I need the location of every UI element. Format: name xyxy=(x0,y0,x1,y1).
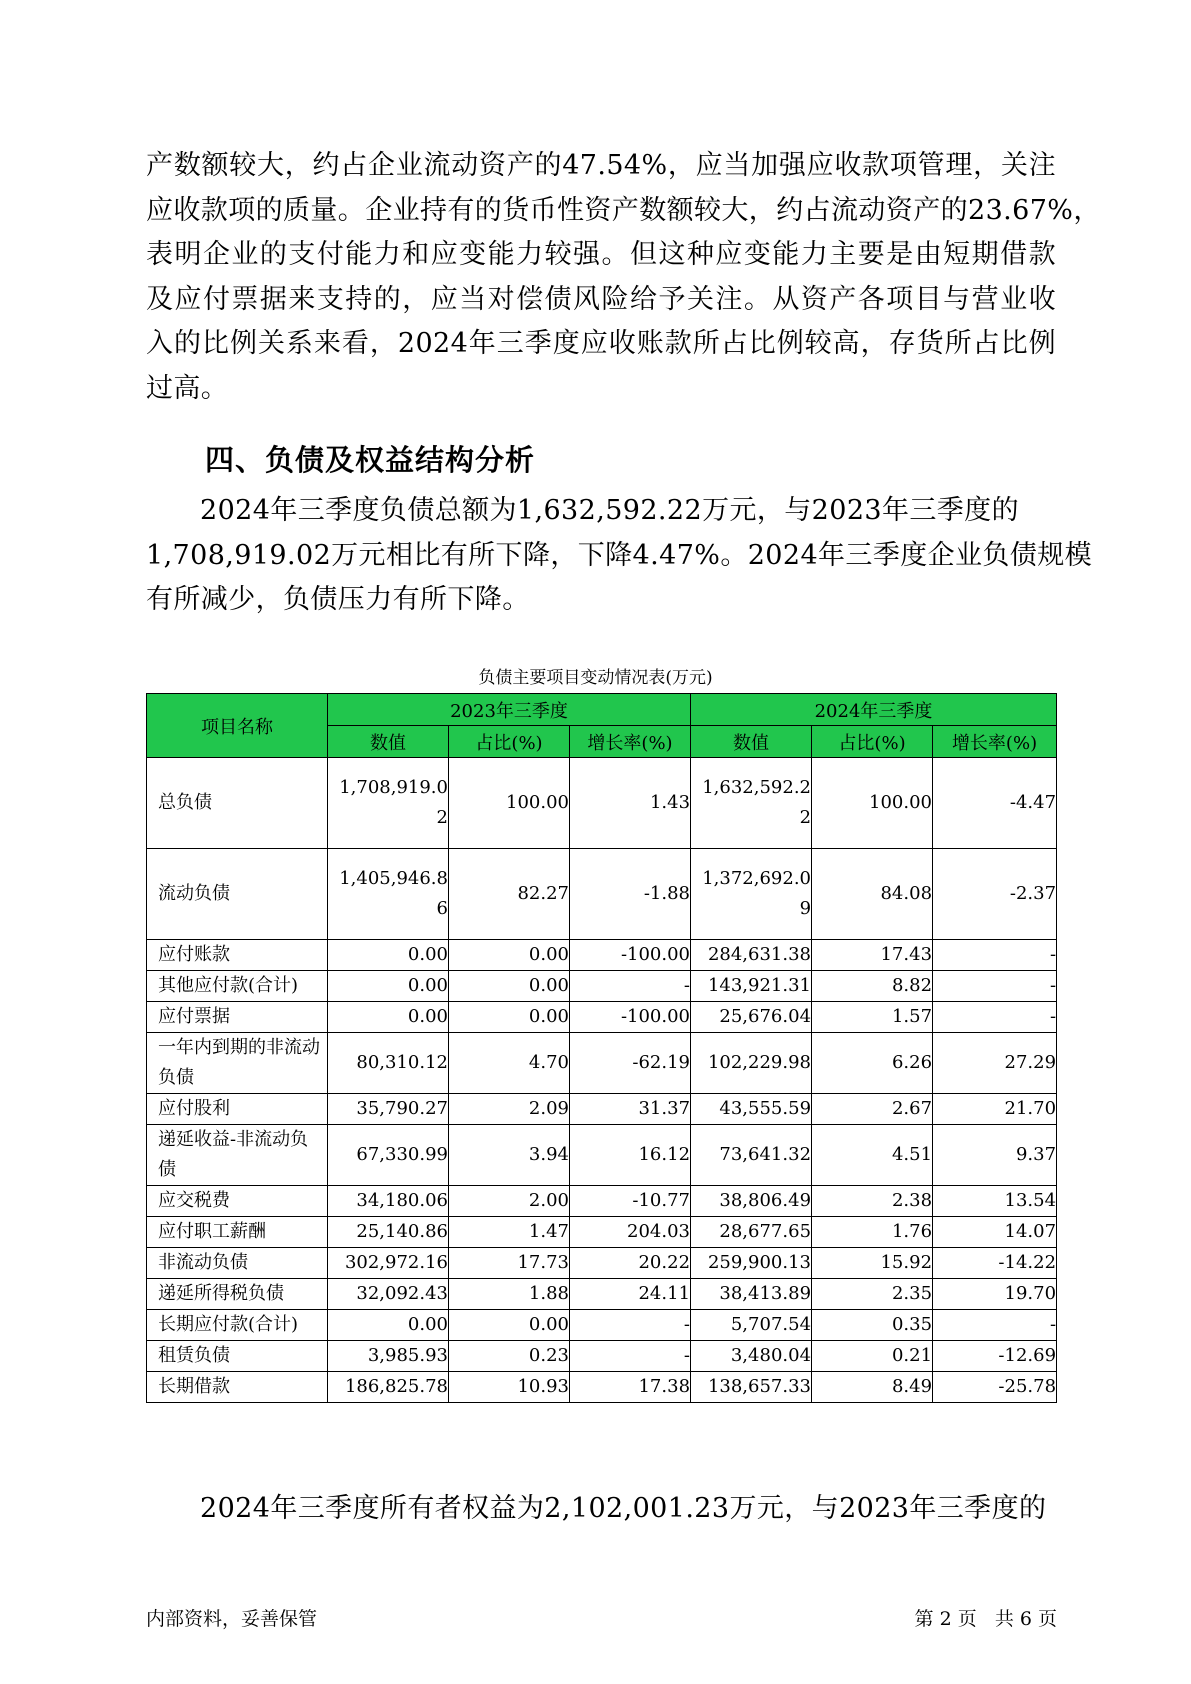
header-value: 数值 xyxy=(691,726,812,758)
row-cell-value: 1,708,919.02 xyxy=(328,758,449,849)
row-cell-value: -62.19 xyxy=(570,1033,691,1094)
row-cell-value: -25.78 xyxy=(933,1372,1057,1403)
row-cell-value: 4.70 xyxy=(449,1033,570,1094)
text-line: 2024年三季度负债总额为1,632,592.22万元，与2023年三季度的 xyxy=(200,495,1019,526)
row-cell-value: 43,555.59 xyxy=(691,1094,812,1125)
table-row xyxy=(147,1217,1057,1248)
row-cell-value: 8.82 xyxy=(812,971,933,1002)
row-cell-value: 2.67 xyxy=(812,1094,933,1125)
row-cell-value: 32,092.43 xyxy=(328,1279,449,1310)
row-cell-value: 1,372,692.09 xyxy=(691,849,812,940)
text-line: 有所减少，负债压力有所下降。 xyxy=(146,584,530,616)
row-cell-value: 5,707.54 xyxy=(691,1310,812,1341)
row-cell-value: - xyxy=(570,1341,691,1372)
row-cell-value: 73,641.32 xyxy=(691,1125,812,1186)
row-cell-value: 2.38 xyxy=(812,1186,933,1217)
text-line: 产数额较大，约占企业流动资产的47.54%，应当加强应收款项管理，关注 xyxy=(146,150,1056,181)
row-cell-value: 186,825.78 xyxy=(328,1372,449,1403)
row-cell-value: -12.69 xyxy=(933,1341,1057,1372)
intro-paragraph xyxy=(146,144,1101,412)
table-row xyxy=(147,1279,1057,1310)
header-period-2023: 2023年三季度 xyxy=(328,694,691,726)
row-cell-value: 302,972.16 xyxy=(328,1248,449,1279)
row-cell-value: 17.73 xyxy=(449,1248,570,1279)
row-item-name: 应付股利 xyxy=(147,1094,328,1125)
row-cell-value: - xyxy=(933,1310,1057,1341)
text-line: 表明企业的支付能力和应变能力较强。但这种应变能力主要是由短期借款 xyxy=(146,239,1056,271)
table-row xyxy=(147,1033,1057,1094)
row-cell-value: 1.88 xyxy=(449,1279,570,1310)
row-cell-value: 67,330.99 xyxy=(328,1125,449,1186)
text-line: 过高。 xyxy=(146,372,229,404)
footer-confidential-note: 内部资料，妥善保管 xyxy=(146,1608,318,1630)
row-cell-value: 3,480.04 xyxy=(691,1341,812,1372)
text-line: 入的比例关系来看，2024年三季度应收账款所占比例较高，存货所占比例 xyxy=(146,328,1056,360)
row-item-name: 总负债 xyxy=(147,758,328,849)
row-item-name: 租赁负债 xyxy=(147,1341,328,1372)
equity-paragraph xyxy=(146,1487,1056,1532)
row-cell-value: -14.22 xyxy=(933,1248,1057,1279)
row-cell-value: 21.70 xyxy=(933,1094,1057,1125)
row-cell-value: 0.35 xyxy=(812,1310,933,1341)
row-cell-value: 27.29 xyxy=(933,1033,1057,1094)
row-cell-value: -1.88 xyxy=(570,849,691,940)
row-cell-value: - xyxy=(570,971,691,1002)
row-cell-value: 102,229.98 xyxy=(691,1033,812,1094)
row-cell-value: 31.37 xyxy=(570,1094,691,1125)
row-cell-value: 1.43 xyxy=(570,758,691,849)
row-cell-value: 20.22 xyxy=(570,1248,691,1279)
row-cell-value: 6.26 xyxy=(812,1033,933,1094)
row-cell-value: 0.00 xyxy=(328,971,449,1002)
table-row xyxy=(147,1341,1057,1372)
row-cell-value: - xyxy=(933,940,1057,971)
row-cell-value: 15.92 xyxy=(812,1248,933,1279)
row-cell-value: 19.70 xyxy=(933,1279,1057,1310)
table-row xyxy=(147,849,1057,940)
row-cell-value: 38,806.49 xyxy=(691,1186,812,1217)
row-cell-value: 10.93 xyxy=(449,1372,570,1403)
table-row xyxy=(147,758,1057,849)
row-cell-value: -100.00 xyxy=(570,940,691,971)
row-item-name: 递延收益-非流动负债 xyxy=(147,1125,328,1186)
row-cell-value: 25,140.86 xyxy=(328,1217,449,1248)
row-cell-value: 0.00 xyxy=(328,1310,449,1341)
table-row xyxy=(147,1094,1057,1125)
header-share: 占比(%) xyxy=(449,726,570,758)
row-item-name: 一年内到期的非流动负债 xyxy=(147,1033,328,1094)
row-cell-value: 1.57 xyxy=(812,1002,933,1033)
row-cell-value: 100.00 xyxy=(812,758,933,849)
row-cell-value: - xyxy=(933,1002,1057,1033)
row-cell-value: - xyxy=(933,971,1057,1002)
row-cell-value: 0.00 xyxy=(449,971,570,1002)
row-cell-value: 38,413.89 xyxy=(691,1279,812,1310)
table-row xyxy=(147,940,1057,971)
row-item-name: 流动负债 xyxy=(147,849,328,940)
table-row xyxy=(147,1002,1057,1033)
row-item-name: 递延所得税负债 xyxy=(147,1279,328,1310)
row-item-name: 应付职工薪酬 xyxy=(147,1217,328,1248)
row-cell-value: -4.47 xyxy=(933,758,1057,849)
row-cell-value: -100.00 xyxy=(570,1002,691,1033)
row-cell-value: 35,790.27 xyxy=(328,1094,449,1125)
row-cell-value: 138,657.33 xyxy=(691,1372,812,1403)
row-item-name: 长期应付款(合计) xyxy=(147,1310,328,1341)
row-cell-value: 1,405,946.86 xyxy=(328,849,449,940)
table-row xyxy=(147,971,1057,1002)
row-cell-value: 1,632,592.22 xyxy=(691,758,812,849)
table-body xyxy=(147,758,1057,1403)
row-cell-value: 2.00 xyxy=(449,1186,570,1217)
text-line: 及应付票据来支持的，应当对偿债风险给予关注。从资产各项目与营业收 xyxy=(146,283,1056,315)
row-cell-value: 1.47 xyxy=(449,1217,570,1248)
header-share: 占比(%) xyxy=(812,726,933,758)
row-cell-value: 143,921.31 xyxy=(691,971,812,1002)
text-line: 2024年三季度所有者权益为2,102,001.23万元，与2023年三季度的 xyxy=(200,1493,1047,1524)
row-cell-value: 8.49 xyxy=(812,1372,933,1403)
row-cell-value: 13.54 xyxy=(933,1186,1057,1217)
row-cell-value: 4.51 xyxy=(812,1125,933,1186)
row-cell-value: 3,985.93 xyxy=(328,1341,449,1372)
row-cell-value: 17.43 xyxy=(812,940,933,971)
table-row xyxy=(147,1125,1057,1186)
row-cell-value: 84.08 xyxy=(812,849,933,940)
table-caption: 负债主要项目变动情况表(万元) xyxy=(478,668,713,688)
row-cell-value: 3.94 xyxy=(449,1125,570,1186)
row-cell-value: 0.00 xyxy=(328,940,449,971)
row-cell-value: 2.09 xyxy=(449,1094,570,1125)
row-cell-value: 34,180.06 xyxy=(328,1186,449,1217)
row-cell-value: 25,676.04 xyxy=(691,1002,812,1033)
section-heading: 四、负债及权益结构分析 xyxy=(205,443,536,477)
row-cell-value: -2.37 xyxy=(933,849,1057,940)
row-cell-value: 2.35 xyxy=(812,1279,933,1310)
row-cell-value: 0.00 xyxy=(449,1002,570,1033)
row-item-name: 应付账款 xyxy=(147,940,328,971)
row-cell-value: 100.00 xyxy=(449,758,570,849)
row-item-name: 非流动负债 xyxy=(147,1248,328,1279)
row-cell-value: 284,631.38 xyxy=(691,940,812,971)
row-item-name: 其他应付款(合计) xyxy=(147,971,328,1002)
row-cell-value: 14.07 xyxy=(933,1217,1057,1248)
table-row xyxy=(147,1248,1057,1279)
text-line: 1,708,919.02万元相比有所下降，下降4.47%。2024年三季度企业负债规模 xyxy=(146,539,1093,571)
header-growth: 增长率(%) xyxy=(933,726,1057,758)
header-value: 数值 xyxy=(328,726,449,758)
table-row xyxy=(147,1372,1057,1403)
row-cell-value: 9.37 xyxy=(933,1125,1057,1186)
row-cell-value: 82.27 xyxy=(449,849,570,940)
row-item-name: 长期借款 xyxy=(147,1372,328,1403)
table-row xyxy=(147,1310,1057,1341)
header-period-2024: 2024年三季度 xyxy=(691,694,1057,726)
row-cell-value: 16.12 xyxy=(570,1125,691,1186)
row-cell-value: 1.76 xyxy=(812,1217,933,1248)
row-cell-value: 0.00 xyxy=(449,940,570,971)
row-item-name: 应付票据 xyxy=(147,1002,328,1033)
row-item-name: 应交税费 xyxy=(147,1186,328,1217)
row-cell-value: 17.38 xyxy=(570,1372,691,1403)
debt-paragraph xyxy=(146,489,1093,623)
table-row xyxy=(147,1186,1057,1217)
header-item-name: 项目名称 xyxy=(147,694,328,758)
footer-page-number: 第 2 页 共 6 页 xyxy=(914,1608,1057,1630)
row-cell-value: 24.11 xyxy=(570,1279,691,1310)
header-growth: 增长率(%) xyxy=(570,726,691,758)
row-cell-value: 28,677.65 xyxy=(691,1217,812,1248)
row-cell-value: - xyxy=(570,1310,691,1341)
row-cell-value: 259,900.13 xyxy=(691,1248,812,1279)
text-line: 应收款项的质量。企业持有的货币性资产数额较大，约占流动资产的23.67%， xyxy=(146,194,1101,226)
row-cell-value: 0.00 xyxy=(328,1002,449,1033)
row-cell-value: 0.23 xyxy=(449,1341,570,1372)
row-cell-value: -10.77 xyxy=(570,1186,691,1217)
row-cell-value: 204.03 xyxy=(570,1217,691,1248)
liabilities-table xyxy=(146,693,1057,1403)
row-cell-value: 80,310.12 xyxy=(328,1033,449,1094)
row-cell-value: 0.00 xyxy=(449,1310,570,1341)
row-cell-value: 0.21 xyxy=(812,1341,933,1372)
